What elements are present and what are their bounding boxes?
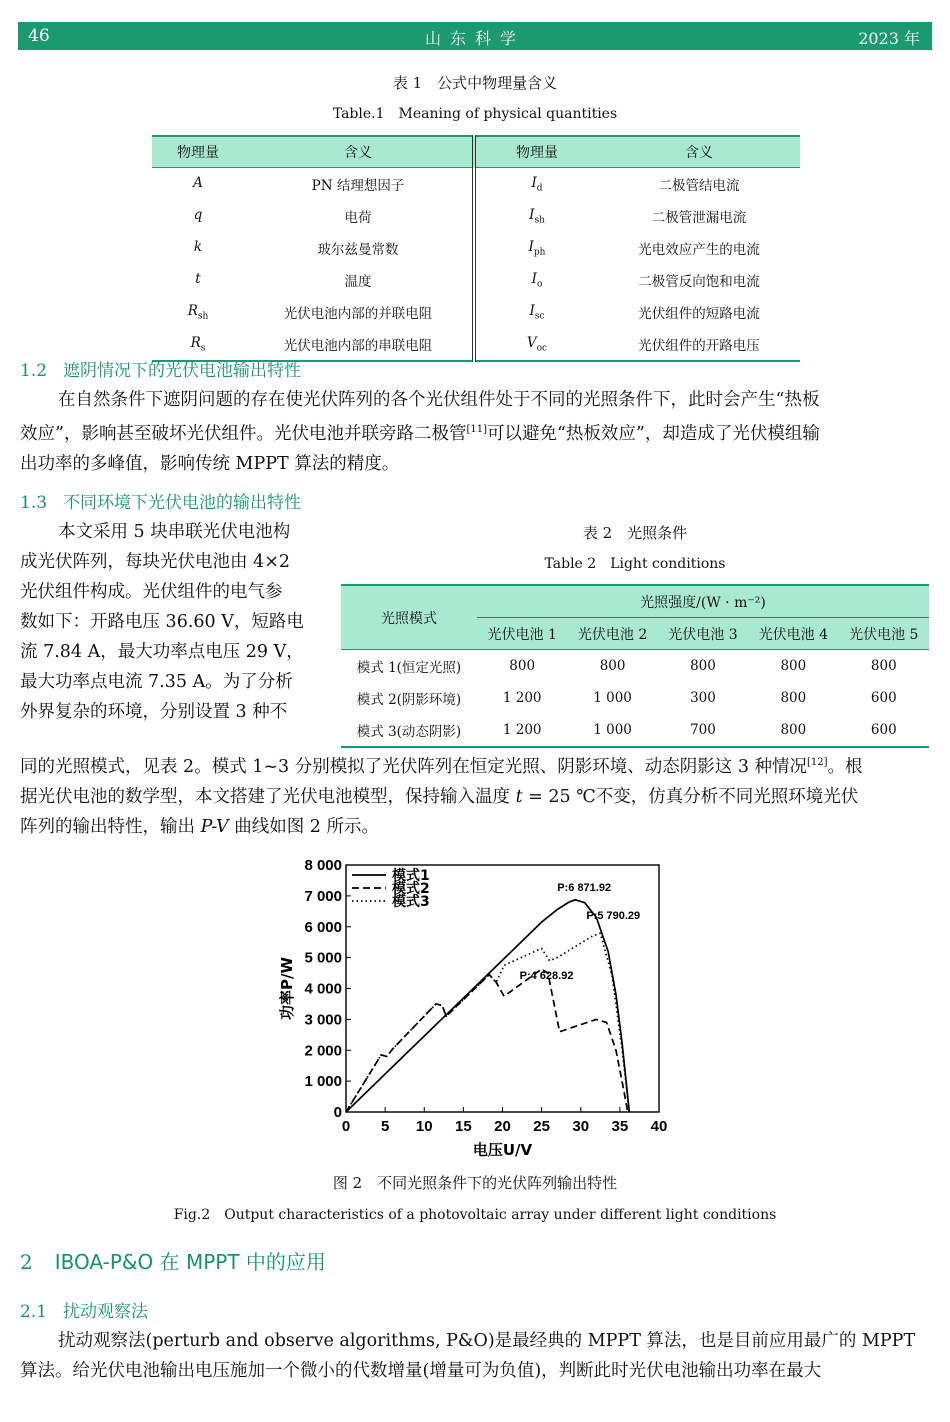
table2-col-header: 光伏电池 3	[658, 618, 748, 650]
data-label: P:5 790.29	[586, 910, 641, 923]
table1-symbol: $I_d$	[474, 168, 598, 201]
table1-header: 物理量	[152, 136, 244, 168]
table2-cell: 700	[658, 714, 748, 747]
table2-cell: 600	[839, 714, 929, 747]
table2-group-header: 光照强度/(W · m⁻²)	[477, 585, 929, 618]
table2-caption-en: Table 2 Light conditions	[544, 556, 726, 572]
journal-year: 2023 年	[858, 29, 920, 48]
table1-header: 含义	[244, 136, 474, 168]
table1-meaning: 二极管泄漏电流	[651, 210, 747, 226]
table-row	[341, 714, 929, 747]
table1-meaning: 玻尔兹曼常数	[317, 242, 399, 258]
table2-cell: 1 200	[477, 714, 567, 747]
section-heading-1-2: 1.2 遮阴情况下的光伏电池输出特性	[20, 361, 302, 381]
y-tick-label: 8 000	[304, 857, 342, 874]
series-line-2	[346, 969, 628, 1112]
table1-header: 物理量	[474, 136, 598, 168]
table2-cell: 800	[509, 658, 536, 674]
x-tick-label: 0	[341, 1118, 351, 1135]
table2-cell: 1 200	[502, 690, 542, 706]
table2-mode: 模式 3(动态阴影)	[341, 714, 477, 747]
section-heading-1-3: 1.3 不同环境下光伏电池的输出特性	[20, 493, 302, 513]
table1-meaning: 温度	[344, 274, 372, 290]
section-2-1-paragraph: 扰动观察法(perturb and observe algorithms, P&O)是最经典的 MPPT 算法，也是目前应用最广的 MPPT 算法。给光伏电池输出电压施加一个微小的代数增量(增量可为负值)，判断此时光伏电池输出功率在最大	[20, 1331, 916, 1381]
x-tick-label: 5	[380, 1118, 390, 1135]
table2	[341, 584, 929, 748]
table1-symbol: $I_{ph}$	[474, 232, 598, 264]
table1-symbol: $I_o$	[474, 264, 598, 296]
table1-meaning: 光伏电池内部的并联电阻	[283, 306, 433, 322]
x-tick-label: 10	[415, 1118, 433, 1135]
figure2-caption-cn: 图 2 不同光照条件下的光伏阵列输出特性	[332, 1174, 618, 1192]
table2-cell: 800	[690, 658, 716, 674]
table-row	[152, 296, 800, 328]
table2-col-header: 光伏电池 4	[748, 618, 838, 650]
table1-caption-en: Table.1 Meaning of physical quantities	[332, 106, 618, 122]
table1-symbol: $V_{oc}$	[474, 328, 598, 361]
table2-cell: 800	[780, 658, 807, 674]
table1-symbol: $I_{sc}$	[474, 296, 598, 328]
table2-cell: 300	[690, 690, 716, 706]
section-1-2-paragraph: 在自然条件下遮阴问题的存在使光伏阵列的各个光伏组件处于不同的光照条件下，此时会产生“热板 效应”，影响甚至破坏光伏组件。光伏电池并联旁路二极管[11]可以避免“热板效应”，却造成了光伏模组输 出功率的多峰值，影响传统 MPPT 算法的精度。	[20, 390, 820, 474]
table1-meaning: 电荷	[344, 210, 372, 226]
data-label: P:6 871.92	[557, 881, 612, 894]
table1-symbol: $I_{sh}$	[474, 200, 598, 232]
y-tick-label: 7 000	[304, 887, 342, 905]
table1-symbol: $R_{sh}$	[187, 302, 209, 322]
figure2-caption-en: Fig.2 Output characteristics of a photovoltaic array under different light conditions	[173, 1207, 777, 1223]
table2-cell: 1 000	[593, 690, 632, 706]
table2-cell: 800	[748, 714, 838, 747]
y-tick-label: 5 000	[304, 949, 342, 967]
table1-symbol: q	[193, 206, 203, 223]
y-axis-label: 功率P/W	[278, 956, 296, 1021]
table2-cell: 800	[599, 658, 626, 674]
table1-symbol: k	[193, 238, 203, 255]
table1-caption-cn: 表 1 公式中物理量含义	[392, 74, 558, 92]
x-tick-label: 30	[572, 1118, 590, 1135]
table1-meaning: 光伏组件的短路电流	[638, 306, 760, 322]
table1-meaning: 光电效应产生的电流	[638, 242, 760, 258]
y-tick-label: 6 000	[304, 918, 342, 936]
legend-label: 模式1	[392, 868, 430, 884]
y-tick-label: 1 000	[304, 1073, 342, 1091]
table2-mode: 模式 2(阴影环境)	[356, 692, 462, 708]
table-row	[152, 264, 800, 296]
table1-meaning: 光伏组件的开路电压	[598, 328, 800, 361]
section-1-3-wrapped-text: 本文采用 5 块串联光伏电池构 成光伏阵列，每块光伏电池由 4×2 光伏组件构成。光伏组件的电气参 数如下：开路电压 36.60 V，短路电 流 7.84 A，最大功率点电压 29 V， 最大功率点电流 7.35 A。为了分析 外界复杂的环境，分别设置 3 种不	[20, 522, 304, 722]
legend-label: 模式3	[392, 894, 430, 910]
series-line-1	[346, 900, 629, 1112]
table1-meaning: PN 结理想因子	[311, 178, 405, 194]
section-1-3-paragraph: 同的光照模式，见表 2。模式 1~3 分别模拟了光伏阵列在恒定光照、阴影环境、动态阴影这 3 种情况[12]。根 据光伏电池的数学型，本文搭建了光伏电池模型，保持输入温度 t = 25 ℃不变，仿真分析不同光照环境光伏 阵列的输出特性，输出 P-V 曲线如图 2 所示。	[20, 756, 863, 837]
x-tick-label: 25	[533, 1118, 550, 1135]
table-row	[152, 232, 800, 264]
table1-meaning: 二极管结电流	[658, 178, 740, 194]
table-row	[152, 200, 800, 232]
x-tick-label: 35	[611, 1118, 629, 1135]
pv-chart	[270, 850, 690, 1165]
x-axis-label: 电压U/V	[472, 1141, 533, 1159]
x-tick-label: 15	[455, 1118, 472, 1135]
data-label: P:4 628.92	[519, 970, 574, 983]
table2-cell: 1 000	[567, 714, 657, 747]
section-heading-2: 2 IBOA-P&O 在 MPPT 中的应用	[20, 1250, 326, 1274]
section-heading-2-1: 2.1 扰动观察法	[20, 1302, 149, 1322]
y-tick-label: 2 000	[304, 1042, 342, 1060]
table2-caption-cn: 表 2 光照条件	[582, 524, 688, 542]
table2-mode-header: 光照模式	[341, 585, 477, 650]
table1-symbol: $R_s$	[152, 328, 244, 361]
page-header	[18, 22, 932, 50]
table-row	[341, 650, 929, 683]
table2-cell: 800	[780, 690, 807, 706]
journal-title: 山东科学	[424, 29, 525, 48]
page-number: 46	[28, 26, 50, 46]
y-tick-label: 3 000	[304, 1011, 342, 1029]
table1-symbol: t	[195, 270, 201, 287]
table-row	[341, 682, 929, 714]
table2-mode: 模式 1(恒定光照)	[356, 660, 462, 676]
table1	[152, 135, 800, 362]
table2-cell: 800	[870, 658, 897, 674]
table2-cell: 600	[870, 690, 897, 706]
y-tick-label: 4 000	[304, 980, 342, 998]
y-tick-label: 0	[333, 1104, 342, 1121]
table1-symbol: A	[193, 174, 203, 191]
x-tick-label: 40	[650, 1118, 668, 1135]
table2-col-header: 光伏电池 5	[839, 618, 929, 650]
table1-meaning: 光伏电池内部的串联电阻	[244, 328, 474, 361]
table2-col-header: 光伏电池 2	[567, 618, 657, 650]
x-tick-label: 20	[494, 1118, 511, 1135]
legend-label: 模式2	[392, 881, 430, 897]
table2-col-header: 光伏电池 1	[477, 618, 567, 650]
table-row	[152, 168, 800, 201]
table1-meaning: 二极管反向饱和电流	[638, 274, 760, 290]
table1-header: 含义	[598, 136, 800, 168]
